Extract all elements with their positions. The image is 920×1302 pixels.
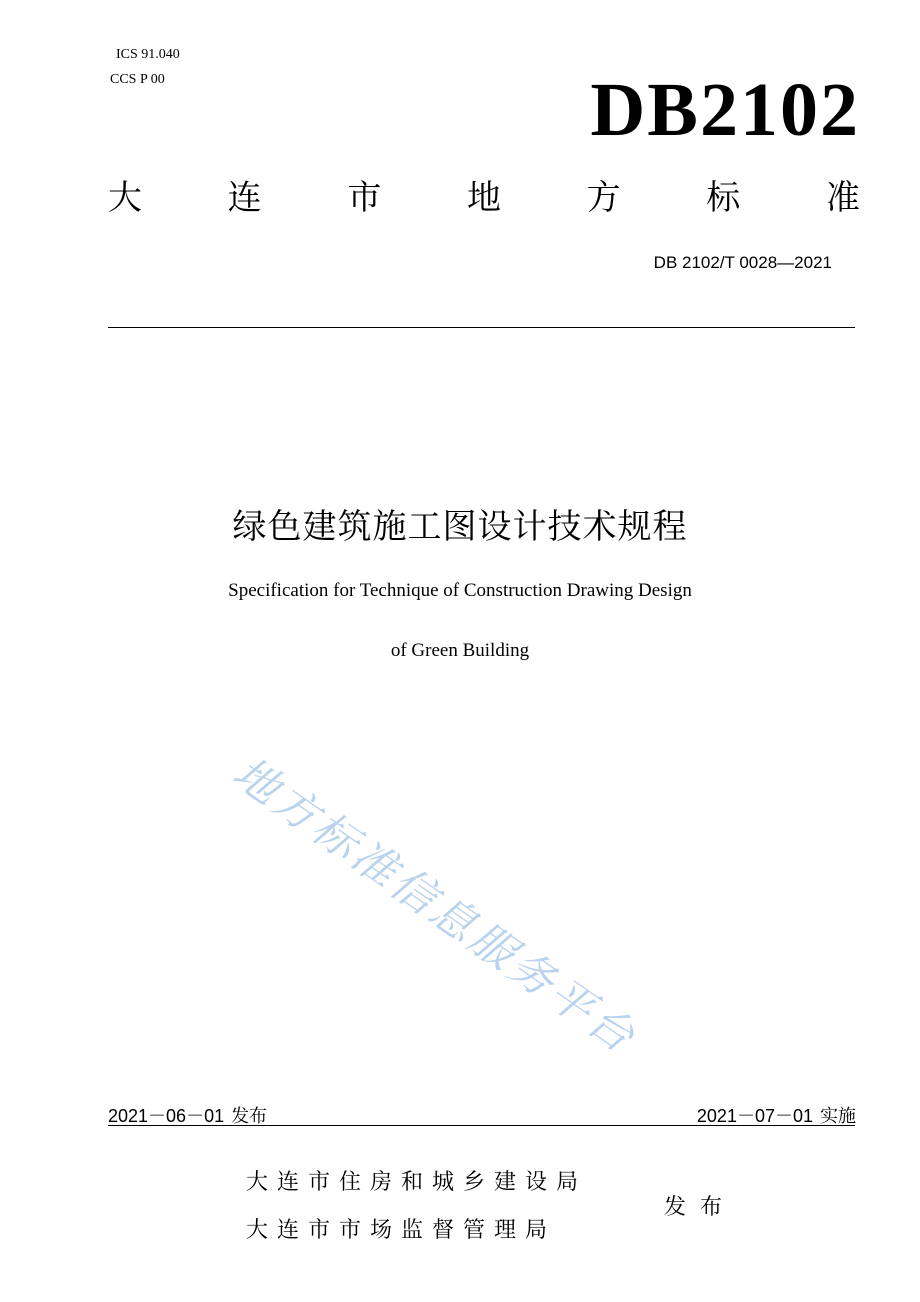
title-chinese: 绿色建筑施工图设计技术规程 — [232, 507, 688, 547]
issuer-market-bureau: 大连市市场监督管理局 — [246, 1218, 557, 1243]
local-standard-char: 方 — [586, 178, 621, 218]
implement-date: 2021－07－01 实施 — [696, 1106, 856, 1126]
footer-divider — [108, 1125, 855, 1126]
issue-label: 发布 — [664, 1195, 737, 1220]
local-standard-char: 大 — [108, 178, 142, 218]
local-standard-label — [108, 178, 860, 219]
title-english-line1: Specification for Technique of Construction Drawing Design — [228, 580, 692, 601]
local-standard-char: 市 — [347, 178, 382, 218]
local-standard-char: 地 — [466, 178, 501, 218]
standard-number: DB 2102/T 0028—2021 — [653, 253, 832, 272]
issuer-housing-bureau: 大连市住房和城乡建设局 — [246, 1170, 588, 1195]
title-english-line2: of Green Building — [390, 640, 530, 661]
local-standard-char: 准 — [825, 178, 860, 218]
header-divider — [108, 327, 855, 328]
watermark-text: 地方标准信息服务平台 — [223, 747, 647, 1065]
local-standard-char: 连 — [227, 178, 262, 218]
db-code-heading: DB2102 — [590, 68, 860, 152]
ccs-code: CCS P 00 — [110, 72, 165, 87]
ics-code: ICS 91.040 — [116, 47, 180, 62]
local-standard-char: 标 — [706, 178, 741, 218]
publish-date: 2021－06－01 发布 — [108, 1106, 268, 1126]
watermark — [220, 740, 760, 1090]
